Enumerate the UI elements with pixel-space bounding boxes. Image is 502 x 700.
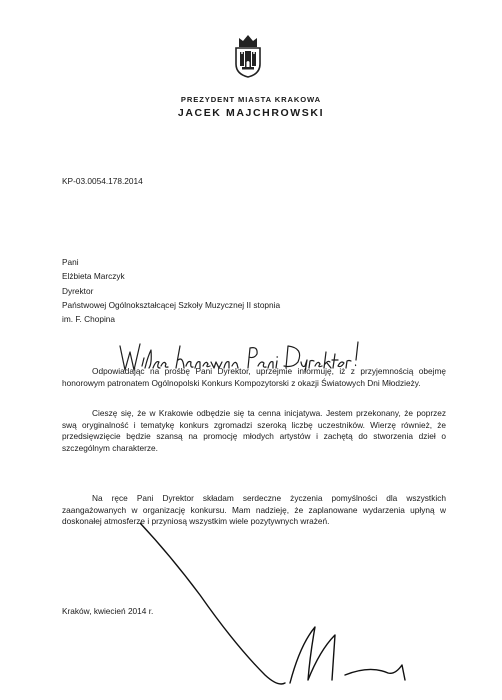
body-paragraph: Na ręce Pani Dyrektor składam serdeczne życzenia pomyślności dla wszystkich zaangażowanych w organizację konkursu. Mam nadzieję, że zaplanowane wydarzenia upłyną w doskonałej atmosferze i przyniosą wszystkim wiele pozytywnych wrażeń. xyxy=(62,493,446,527)
krakow-coat-of-arms-icon xyxy=(233,32,263,78)
reference-number: KP-03.0054.178.2014 xyxy=(62,176,143,186)
body-paragraph: Odpowiadając na prośbę Pani Dyrektor, uprzejmie informuję, iż z przyjemnością obejmę honorowym patronatem Ogólnopolski Konkurs Kompozytorski z okazji Światowych Dni Młodzieży. xyxy=(62,366,446,388)
body-paragraph: Cieszę się, że w Krakowie odbędzie się ta cenna inicjatywa. Jestem przekonany, że poprzez swą oryginalność i tematykę konkurs zgromadzi szeroką liczbę uczestników. Wierzę również, że przedsięwzięcie będzie szansą na promocję młodych artystów i zachętą do stworzenia dzieł o szczególnym charakterze. xyxy=(62,408,446,453)
recipient-line: Pani xyxy=(62,257,79,267)
recipient-line: Elżbieta Marczyk xyxy=(62,271,125,282)
recipient-address xyxy=(62,255,280,326)
recipient-line: Dyrektor xyxy=(62,285,94,296)
handwritten-signature xyxy=(140,515,440,695)
place-and-date: Kraków, kwiecień 2014 r. xyxy=(62,606,154,616)
recipient-line: Państwowej Ogólnokształcącej Szkoły Muzycznej II stopnia xyxy=(62,299,281,310)
letterhead-office: PREZYDENT MIASTA KRAKOWA xyxy=(180,95,322,104)
recipient-line: im. F. Chopina xyxy=(62,314,116,325)
letterhead-name: JACEK MAJCHROWSKI xyxy=(177,107,325,119)
